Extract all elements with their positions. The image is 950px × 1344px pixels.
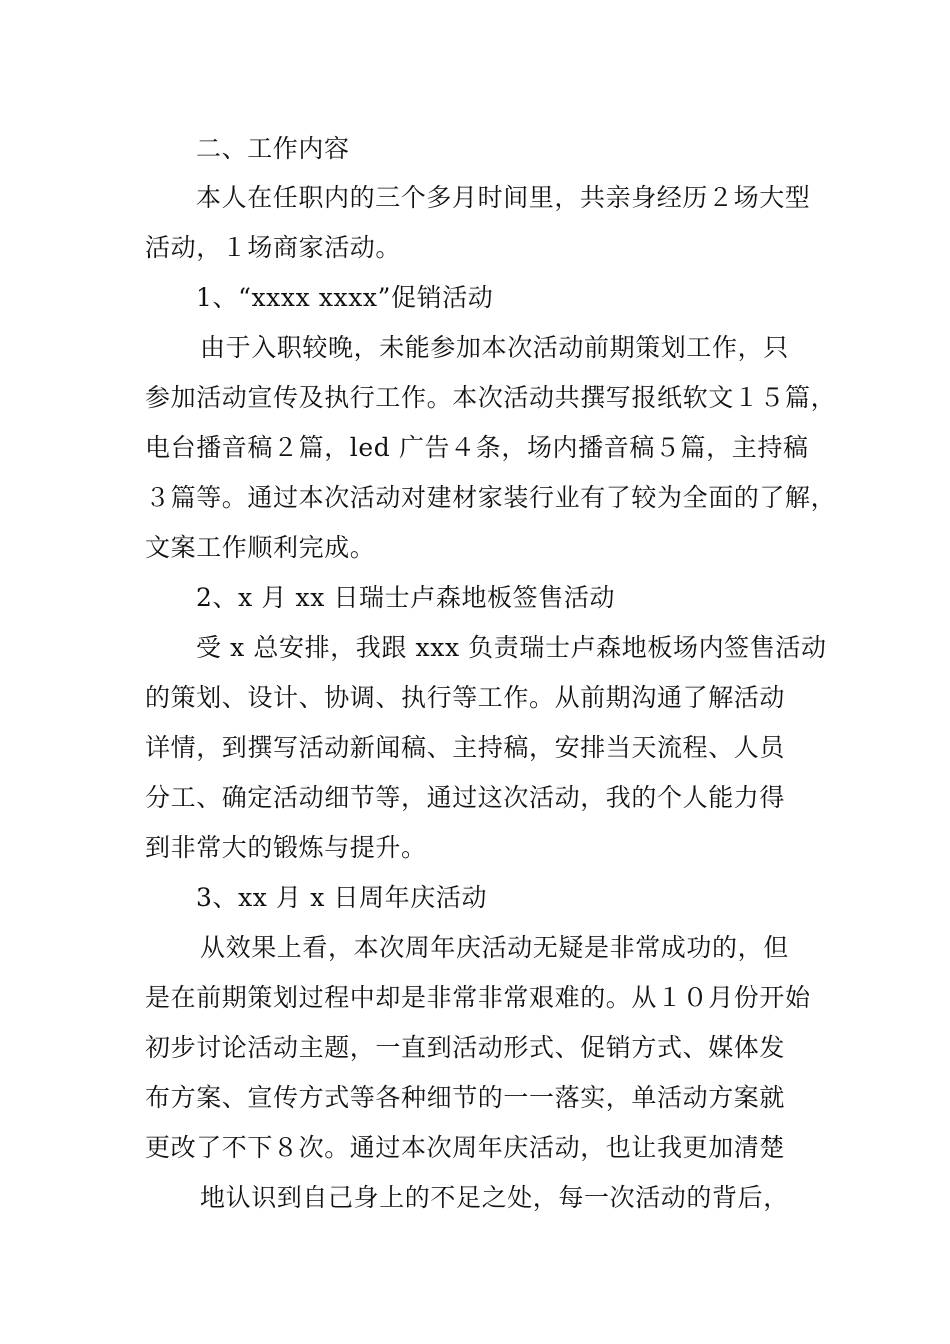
paragraph-line: 地认识到自己身上的不足之处，每一次活动的背后， — [200, 1183, 789, 1212]
paragraph-line: 的策划、设计、协调、执行等工作。从前期沟通了解活动 — [145, 683, 786, 712]
paragraph-line: 分工、确定活动细节等，通过这次活动，我的个人能力得 — [145, 783, 786, 812]
paragraph-line: 参加活动宣传及执行工作。本次活动共撰写报纸软文１５篇， — [145, 383, 837, 412]
paragraph-line: 从效果上看，本次周年庆活动无疑是非常成功的，但 — [200, 933, 789, 962]
paragraph-line: 文案工作顺利完成。 — [145, 533, 376, 562]
paragraph-line: 更改了不下８次。通过本次周年庆活动，也让我更加清楚 — [145, 1133, 786, 1162]
paragraph-line: 初步讨论活动主题，一直到活动形式、促销方式、媒体发 — [145, 1033, 786, 1062]
paragraph-line: 是在前期策划过程中却是非常非常艰难的。从１０月份开始 — [145, 983, 811, 1012]
subheading-2: 2、x 月 xx 日瑞士卢森地板签售活动 — [196, 583, 616, 612]
paragraph-line: 由于入职较晚，未能参加本次活动前期策划工作，只 — [200, 333, 789, 362]
paragraph-line: 活动，１场商家活动。 — [145, 233, 402, 262]
paragraph-line: 本人在任职内的三个多月时间里，共亲身经历２场大型 — [196, 183, 811, 212]
section-heading: 二、工作内容 — [196, 134, 350, 163]
paragraph-line: 受 x 总安排，我跟 xxx 负责瑞士卢森地板场内签售活动 — [196, 633, 827, 662]
paragraph-line: 到非常大的锻炼与提升。 — [145, 833, 427, 862]
subheading-3: 3、xx 月 x 日周年庆活动 — [196, 883, 488, 912]
paragraph-line: 电台播音稿２篇，led 广告４条，场内播音稿５篇，主持稿 — [145, 433, 809, 462]
paragraph-line: ３篇等。通过本次活动对建材家装行业有了较为全面的了解， — [145, 483, 837, 512]
subheading-1: 1、“xxxx xxxx”促销活动 — [196, 283, 494, 312]
paragraph-line: 布方案、宣传方式等各种细节的一一落实，单活动方案就 — [145, 1083, 786, 1112]
paragraph-line: 详情，到撰写活动新闻稿、主持稿，安排当天流程、人员 — [145, 733, 786, 762]
